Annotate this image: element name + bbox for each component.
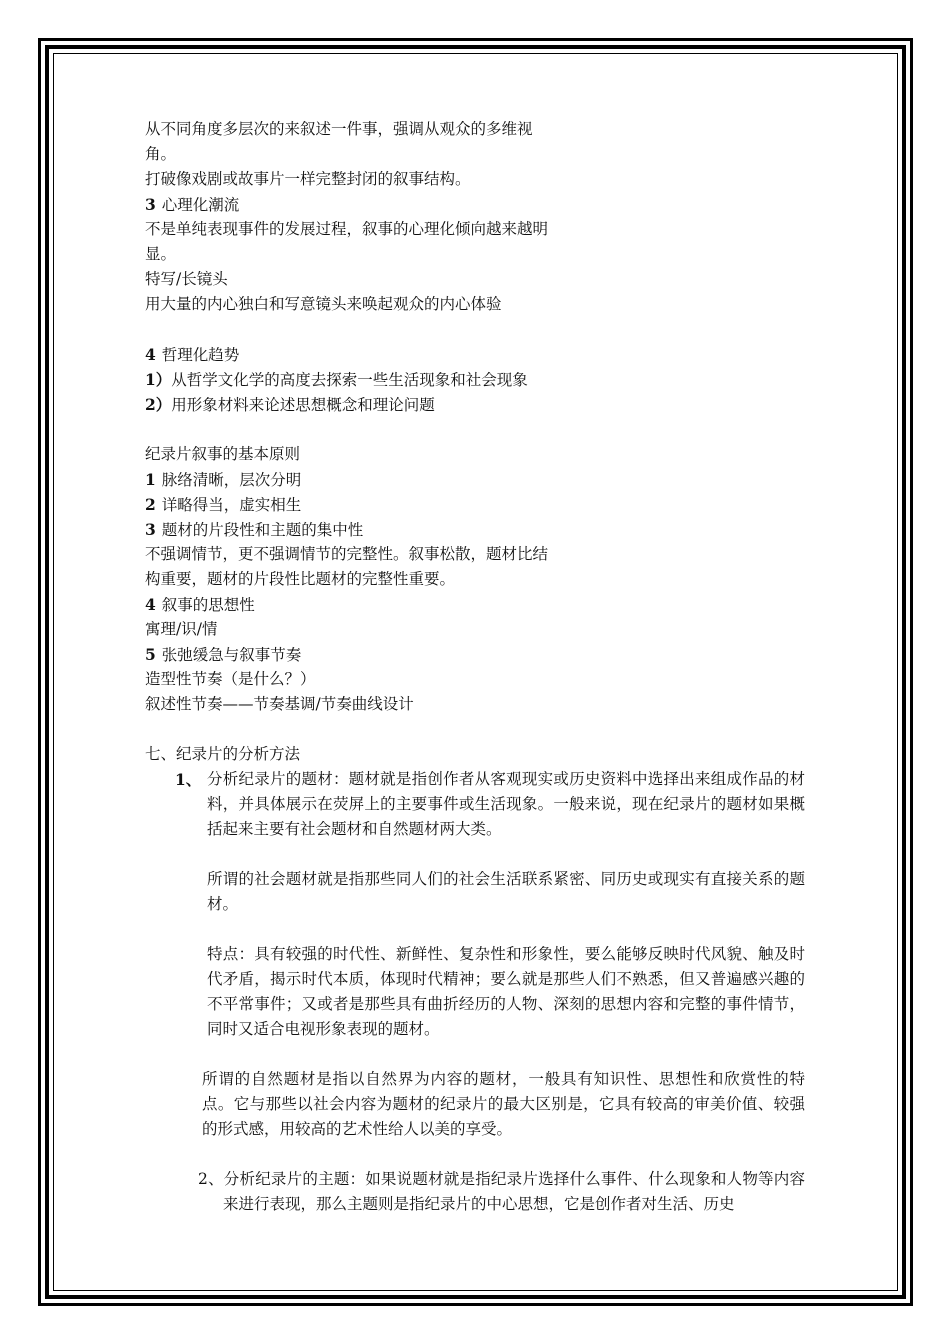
text-line: 不是单纯表现事件的发展过程，叙事的心理化倾向越来越明 [145, 220, 549, 238]
text-line: 特写/长镜头 [145, 270, 228, 288]
text-line: 构重要，题材的片段性比题材的完整性重要。 [145, 570, 456, 588]
text-line: 打破像戏剧或故事片一样完整封闭的叙事结构。 [145, 170, 471, 188]
heading-number: 3 [145, 195, 156, 214]
item-number: 1、 [175, 770, 202, 789]
principle-item [145, 492, 815, 517]
heading-text: 心理化潮流 [161, 196, 240, 214]
heading-psychological [145, 192, 815, 217]
principle-text: 张弛缓急与叙事节奏 [161, 646, 302, 664]
principle-text: 详略得当，虚实相生 [161, 496, 302, 514]
paragraph-natural-subject: 所谓的自然题材是指以自然界为内容的题材，一般具有知识性、思想性和欣赏性的特点。它与那些以社会内容为题材的纪录片的最大区别是，它具有较高的审美价值、较强的形式感，用较高的艺术性给人以美的享受。 [202, 1070, 805, 1138]
list-number: 2） [145, 395, 172, 414]
paragraph-social-subject: 所谓的社会题材就是指那些同人们的社会生活联系紧密、同历史或现实有直接关系的题材。 [207, 870, 805, 913]
section-title-analysis: 七、纪录片的分析方法 [145, 745, 301, 763]
text-line: 不强调情节，更不强调情节的完整性。叙事松散，题材比结 [145, 545, 549, 563]
document-body [145, 117, 815, 1217]
list-text: 用形象材料来论述思想概念和理论问题 [171, 396, 435, 414]
text-line: 造型性节奏（是什么？） [145, 670, 316, 688]
principle-number: 2 [145, 495, 156, 514]
principle-number: 1 [145, 470, 156, 489]
principle-text: 叙事的思想性 [161, 596, 255, 614]
analysis-item-subject [175, 767, 815, 842]
paragraph-features: 特点：具有较强的时代性、新鲜性、复杂性和形象性，要么能够反映时代风貌、触及时代矛盾，揭示时代本质，体现时代精神；要么就是那些人们不熟悉，但又普遍感兴趣的不平常事件；又或者是那些具有曲折经历的人物、深刻的思想内容和完整的事件情节，同时又适合电视形象表现的题材。 [207, 945, 805, 1038]
principle-text: 题材的片段性和主题的集中性 [161, 521, 364, 539]
heading-philosophical [145, 342, 815, 367]
principle-number: 5 [145, 645, 156, 664]
section-title-principles: 纪录片叙事的基本原则 [145, 445, 301, 463]
heading-text: 哲理化趋势 [161, 346, 240, 364]
principle-item [145, 642, 815, 667]
principle-number: 4 [145, 595, 156, 614]
principle-item [145, 592, 815, 617]
principle-item [145, 517, 815, 542]
text-line: 角。 [145, 145, 177, 163]
item-paragraph: 分析纪录片的题材：题材就是指创作者从客观现实或历史资料中选择出来组成作品的材料，并具体展示在荧屏上的主要事件或生活现象。一般来说，现在纪录片的题材如果概括起来主要有社会题材和自然题材两大类。 [207, 770, 805, 838]
text-line: 叙述性节奏——节奏基调/节奏曲线设计 [145, 695, 414, 713]
list-number: 1） [145, 370, 172, 389]
text-line: 用大量的内心独白和写意镜头来唤起观众的内心体验 [145, 295, 502, 313]
text-line: 显。 [145, 245, 177, 263]
principle-item [145, 467, 815, 492]
analysis-item-theme: 2、分析纪录片的主题：如果说题材就是指纪录片选择什么事件、什么现象和人物等内容来进行表现，那么主题则是指纪录片的中心思想，它是创作者对生活、历史 [198, 1170, 805, 1213]
text-line: 从不同角度多层次的来叙述一件事，强调从观众的多维视 [145, 120, 533, 138]
list-item [145, 392, 815, 417]
list-text: 从哲学文化学的高度去探索一些生活现象和社会现象 [171, 371, 528, 389]
heading-number: 4 [145, 345, 156, 364]
principle-number: 3 [145, 520, 156, 539]
principle-text: 脉络清晰，层次分明 [161, 471, 302, 489]
list-item [145, 367, 815, 392]
text-line: 寓理/识/情 [145, 620, 218, 638]
